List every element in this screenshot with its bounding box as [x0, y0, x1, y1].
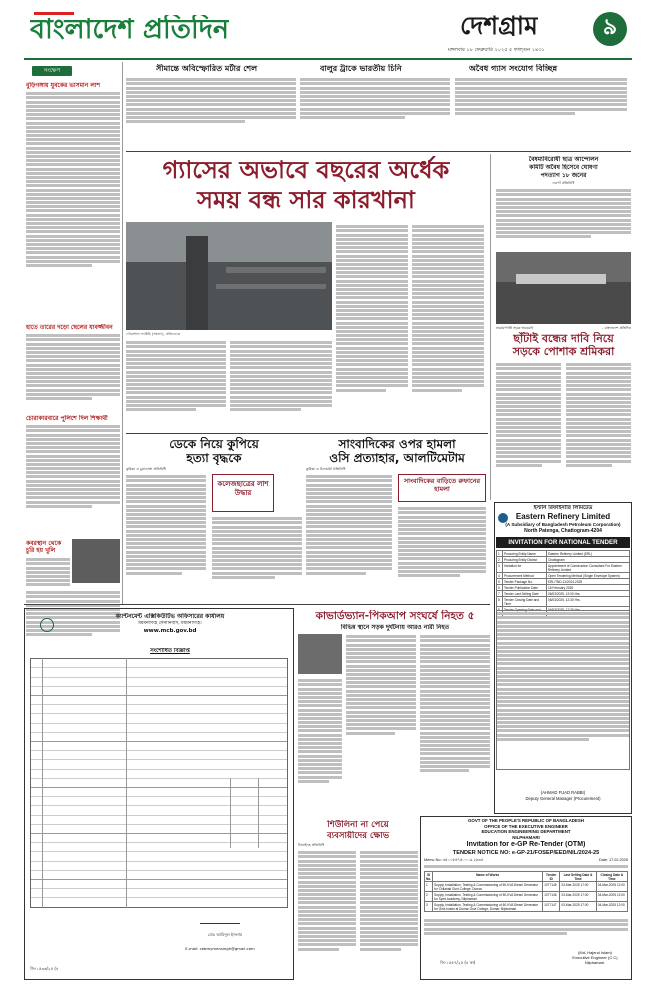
mini-story-sub-2: পদত্যাগ ১৮ জনের [540, 172, 587, 179]
accident-body-1 [346, 634, 416, 764]
egp-table-cell: 2 [425, 892, 433, 902]
egp-table-header-cell: Last Selling Date & Time [560, 872, 596, 882]
egp-table-cell: Supply, Installation, Testing & Commissioning of 50-KVA Diesel Generator for Syed Academy, Nilphamari. [433, 892, 543, 902]
egp-table-cell: 04-Mar-2025 12:00 [596, 902, 627, 912]
lead-photo-tower [186, 236, 208, 330]
mini-story-title: বৈষম্যবিরোধী ছাত্র আন্দোলন [528, 156, 599, 163]
top-story-1-headline: সীমান্তে অবিস্ফোরিত মর্টার শেল [156, 64, 258, 73]
egp-signer: (Md. Hajerul Islam) [578, 950, 612, 955]
erl-table-cell: 5 [497, 579, 503, 585]
cantonment-table-col-1 [42, 658, 43, 908]
logo-tagline-bar [34, 12, 74, 15]
erl-table-cell: 2 [497, 557, 503, 563]
erl-table-cell: Invitation for [503, 563, 547, 573]
erl-table-cell: 6 [497, 585, 503, 591]
erl-subsidiary: (A Subsidiary of Bangladesh Petroleum Corporation) [505, 522, 621, 527]
egp-date: Date: 17.02.2025 [598, 858, 628, 862]
erl-table-cell: ERL/TND-11/2024-2025 [547, 579, 630, 585]
erl-table-cell: 7 [497, 591, 503, 597]
erl-address: North Patenga, Chattogram-4204 [524, 528, 602, 534]
photo-caption: নারায়ণগঞ্জ সড়ক অবরোধ [496, 326, 534, 330]
erl-table-cell: Chattogram [547, 557, 630, 563]
cantonment-table-grid [30, 658, 288, 908]
egp-footer-text [424, 918, 628, 940]
masthead [0, 0, 650, 62]
lead-photo-pipes [226, 267, 326, 273]
egp-table-header [425, 872, 628, 882]
egp-place: NILPHAMARI [512, 834, 540, 840]
egp-dept: EDUCATION ENGINEERING DEPARTMENT [481, 829, 571, 834]
erl-table-cell: Tender Publication Date [503, 585, 547, 591]
erl-signer-title: Deputy General Manager (Procurement) [525, 796, 601, 801]
cantonment-table [30, 658, 288, 908]
egp-table-cell: 1077145 [543, 882, 560, 892]
egp-table-row [425, 902, 628, 912]
accident-headline: কাভার্ডভ্যান-পিকআপ সংঘর্ষে নিহত ৫ [315, 610, 475, 622]
brief-1-body [26, 91, 120, 321]
erl-table-cell: Tender Opening Date and [503, 607, 547, 617]
lead-photo-sky [126, 222, 332, 262]
accident-body-3 [298, 678, 342, 818]
erl-company-bn: ইস্টার্ন রিফাইনারি লিমিটেড [533, 505, 593, 511]
brief-2-title: হাতে তারের দড়ো ছেলের যাবজ্জীবন [26, 324, 113, 331]
mid-story-1-headline-2: হত্যা বৃদ্ধকে [186, 451, 242, 465]
lead-body-col-2 [412, 224, 484, 430]
erl-table-continued [496, 610, 630, 770]
erl-table-cell: Tender Closing Date and Time [503, 597, 547, 607]
cantonment-signer-name: মোঃ আমিনুল ইসলাম [207, 932, 243, 937]
cantonment-office-2: ময়মনসিংহ সেনানিবাস, ময়মনসিংহ। [138, 621, 202, 626]
erl-table-row [497, 563, 630, 573]
top-story-2 [300, 64, 450, 150]
right-story-body-1 [496, 362, 561, 498]
erl-table-cell: 06/03/2025, 12:30 Hrs. [547, 607, 630, 617]
egp-title: Invitation for e-GP Re-Tender (OTM) [466, 841, 586, 848]
lead-bottom-rule [126, 433, 488, 434]
erl-table-cell: 3 [497, 563, 503, 573]
erl-table-cell: 9 [497, 607, 503, 617]
egp-table-cell: 03-Mar-2025 17:00 [560, 882, 596, 892]
lead-photo-pipes-2 [216, 284, 326, 289]
erl-table-cell: Procurement Method [503, 573, 547, 579]
lead-photo [126, 222, 332, 330]
brief-3-body [26, 424, 120, 534]
egp-table-cell: 04-Mar-2025 12:00 [596, 892, 627, 902]
cantonment-table-col-3 [230, 778, 231, 848]
egp-memo: Memo No: ৩৫০০৫৫৭৫০০০৯.২৬৩৫ [424, 858, 484, 862]
cantonment-table-col-4 [258, 778, 259, 848]
erl-table-grid [496, 550, 630, 617]
erl-table-cell: 18 February 2025 [547, 585, 630, 591]
erl-table-cell: Procuring Entity Name [503, 551, 547, 557]
egp-table-cell: 3 [425, 902, 433, 912]
mid-story-2-location: কুমিল্লা ও চিলমারী প্রতিনিধি [306, 467, 346, 471]
right-headline-2: সড়কে পোশাক শ্রমিকরা [512, 345, 615, 358]
sidebar-divider [122, 62, 123, 604]
mid-story-1-location: কুমিল্লা ও চুয়াডাঙ্গা প্রতিনিধি [126, 467, 167, 471]
egp-signer-title: Executive Engineer (C.C) [572, 955, 618, 960]
cantonment-table-col-2 [126, 658, 127, 908]
egp-notice-no: TENDER NOTICE NO: e-GP-21/FOSEP/EED/NIL/2024-25 [452, 850, 600, 856]
top-strip-rule [126, 151, 631, 152]
top-story-3 [455, 64, 635, 150]
photo-banner [516, 274, 606, 284]
brief-4-photo [72, 539, 120, 583]
top-story-1 [126, 64, 296, 150]
lead-body-col-4 [230, 340, 332, 430]
egp-table-cell: Supply, Installation, Testing & Commissioning of 60-KVA Diesel Generator for Chilahati Govt College, Domar. [433, 882, 543, 892]
egp-table-header-cell: SI No. [426, 872, 432, 881]
egp-code: জি-১৫৫৭/২৫ (৪ কা) [440, 960, 476, 965]
egp-table-header-cell: Tender ID [543, 872, 560, 882]
top-story-1-body [126, 77, 296, 147]
erl-table-cell: 8 [497, 597, 503, 607]
cantonment-email[interactable]: E-mail: cebmymensingh@gmail.com [185, 946, 255, 951]
seedling-location: ঝিনাইদহ প্রতিনিধি [298, 843, 325, 847]
accident-photo [298, 634, 342, 674]
top-story-3-body [455, 77, 627, 147]
mid-story-2-callout-text: সাংবাদিকের বাড়িতে রুফানের হামলা [403, 477, 481, 493]
mid-story-2-headline-2: ওসি প্রত্যাহার, আলটিমেটাম [329, 451, 465, 465]
masthead-rule [24, 58, 632, 60]
seedling-body-1 [298, 850, 356, 978]
cantonment-code: জি-১৫৩৬/২৫ (৪ [30, 966, 59, 971]
lead-headline-1: গ্যাসের অভাবে বছরের অর্ধেক [162, 156, 450, 184]
top-story-3-headline: অবৈধ গ্যাস সংযোগ বিচ্ছিন্ন [469, 64, 558, 73]
cantonment-website[interactable]: www.mcb.gov.bd [143, 628, 197, 634]
section-title: দেশগ্রাম [460, 12, 538, 40]
mid-story-1-body-2 [212, 516, 302, 602]
egp-table-cell: 04-Mar-2025 12:00 [596, 882, 627, 892]
brief-3-title: চোরাকারবারে পুলিশে দিল শিক্ষার্থী [26, 415, 108, 422]
seedling-headline-2: ব্যবসায়ীদের ক্ষোভ [326, 831, 390, 841]
cantonment-office: ক্যান্টনমেন্ট এক্সিকিউটিভ অফিসারের কার্যালয় [115, 613, 225, 620]
brief-1-title: বুড়িগঙ্গায় যুবকের ভাসমান লাশ [26, 82, 101, 89]
top-story-2-headline: বালুর ট্রাকে ভারতীয় চিনি [320, 64, 402, 73]
erl-company-name: Eastern Refinery Limited [515, 512, 611, 521]
egp-table-cell: Supply, Installation, Testing & Commissioning of 60-KVA Diesel Generator for Girls hostel at Domar Govt College, Domar, Nilphamari. [433, 902, 543, 912]
mid-story-2-body-2 [398, 506, 486, 602]
egp-table-row [425, 882, 628, 892]
mid-story-1-body [126, 474, 206, 602]
erl-table-cell: Open Tendering Method (Single Envelope System) [547, 573, 630, 579]
page-number: ৯ [602, 15, 618, 40]
egp-table-cell: 1077147 [543, 902, 560, 912]
top-story-2-body [300, 77, 450, 147]
egp-table-cell: 03-Mar-2025 17:00 [560, 892, 596, 902]
garment-workers-photo [496, 252, 631, 324]
accident-body-2 [420, 634, 490, 814]
right-headline-1: ছাঁটাই বন্ধের দাবি নিয়ে [513, 332, 614, 345]
brief-4-title: কবরস্থান থেকে চুরি হয় খুলি [26, 540, 62, 554]
erl-banner: INVITATION FOR NATIONAL TENDER [496, 537, 630, 548]
erl-table-cell: Tender Package No. [503, 579, 547, 585]
mini-story-sub: কমিটি অবৈধ হিসেবে ঘোষণা [529, 164, 598, 171]
egp-table-cell: 1077146 [543, 892, 560, 902]
mid-story-2-headline: সাংবাদিকের ওপর হামলা [338, 437, 456, 451]
erl-signer: (AHMAD FUAD RABBI) [540, 790, 586, 795]
cantonment-notice-title: সংশোধিত বিজ্ঞপ্তি [150, 648, 190, 654]
lead-photo-caption: গোরাশাল ফ্যাক্টরি (সংবাদ), প্রতিবেদক [126, 332, 181, 336]
egp-table-header-cell: Closing Date & Time [596, 872, 627, 882]
egp-table-header-cell: Name of Works [433, 872, 543, 882]
lead-body-col-1 [336, 224, 408, 430]
egp-table [424, 871, 628, 917]
lead-body-col-3 [126, 340, 226, 430]
erl-table-row [497, 597, 630, 607]
sidebar-tag: সংক্ষেপ [32, 66, 72, 76]
newspaper-logo: বাংলাদেশ প্রতিদিন [30, 15, 229, 45]
erl-table [496, 550, 630, 770]
egp-office: OFFICE OF THE EXECUTIVE ENGINEER [484, 823, 568, 829]
brief-2-body [26, 333, 120, 423]
seedling-headline: শিউলিনা না পেয়ে [327, 820, 389, 830]
lead-headline-2: সময় বন্ধ সার কারখানা [197, 186, 415, 214]
egp-signer-place: Nilphamari. [584, 960, 606, 965]
mid-story-2-body [306, 474, 392, 602]
right-story-body-2 [566, 362, 631, 498]
mid-stories-rule [24, 604, 490, 605]
egp-gov: GOVT OF THE PEOPLE'S REPUBLIC OF BANGLADESH [468, 818, 584, 823]
egp-table-row [425, 892, 628, 902]
egp-table-cell: 03-Mar-2025 17:00 [560, 902, 596, 912]
cantonment-emblem [40, 618, 54, 632]
mini-story-location: নওগাঁ প্রতিনিধি [552, 181, 575, 185]
seedling-body-2 [360, 850, 418, 978]
photo-crowd-band [496, 282, 631, 324]
egp-table-cell: 1 [425, 882, 433, 892]
mid-story-1-headline: ডেকে নিয়ে কুপিয়ে [169, 437, 259, 451]
photo-credit: - বাংলাদেশ প্রতিদিন [602, 326, 631, 330]
cantonment-signature [200, 912, 240, 924]
erl-table-cell: 1 [497, 551, 503, 557]
mini-story-body [496, 188, 631, 252]
egp-table-grid [424, 871, 628, 912]
erl-table-cell: Appointment of Construction Consultant For Eastern Refinery Limited [547, 563, 630, 573]
accident-subhead: বিভিন্ন স্থানে সড়ক দুর্ঘটনায় আরও নারী নিহত [340, 624, 450, 631]
erl-table-cell: Eastern Refinery Limited (ERL) [547, 551, 630, 557]
erl-table-cell: 06/03/2025, 12:00 Hrs. [547, 591, 630, 597]
right-col-divider [490, 154, 491, 500]
date-line: মঙ্গলবার ১৮ ফেব্রুয়ারি ২০২৫ ৫ ফাল্গুন ১৪৩১ [448, 47, 545, 53]
erl-table-cell: Tender Last Selling Date [503, 591, 547, 597]
erl-table-cell: 4 [497, 573, 503, 579]
egp-intro [424, 864, 628, 870]
erl-table-cell: Procuring Entity District [503, 557, 547, 563]
mid-story-1-callout-text: কলেজছাত্রের লাশ উদ্ধার [217, 480, 269, 497]
erl-table-cell: 06/03/2025, 12:30 Hrs. [547, 597, 630, 607]
